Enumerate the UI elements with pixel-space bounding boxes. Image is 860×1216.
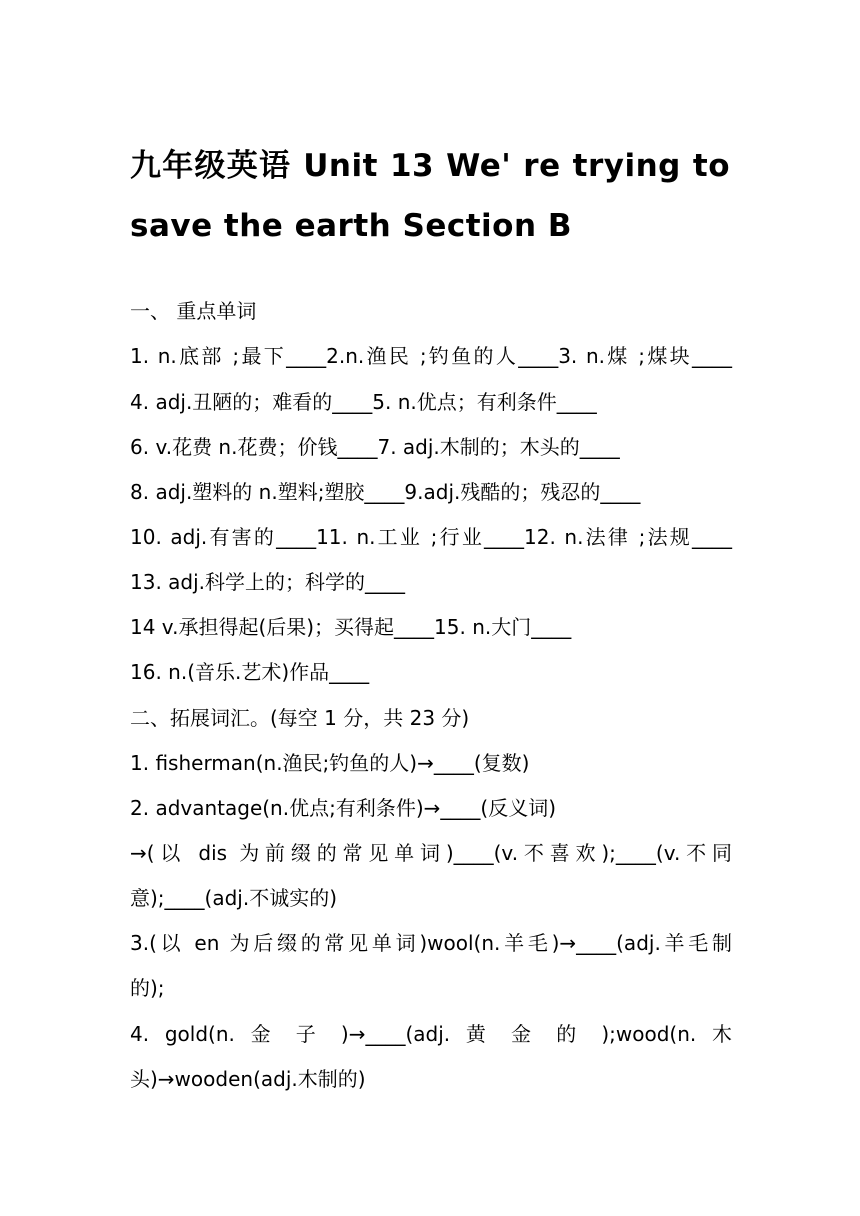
text-line: 3.(以 en 为后缀的常见单词)wool(n.羊毛)→____(adj.羊毛制 [130, 931, 732, 955]
section-heading-extended-vocab: 二、拓展词汇。(每空 1 分，共 23 分) [130, 706, 470, 730]
document-title-line-1: 九年级英语 Unit 13 We' re trying to [130, 148, 730, 184]
text-line: 头)→wooden(adj.木制的) [130, 1067, 366, 1091]
text-line: 1. fisherman(n.渔民;钓鱼的人)→____(复数) [130, 751, 530, 775]
text-line: 10. adj.有害的____11. n.工业 ;行业____12. n.法律 ;法规____ [130, 525, 732, 549]
text-line: 的); [130, 976, 165, 1000]
text-line: 4. gold(n. 金 子 )→____(adj. 黄 金 的 );wood(n. 木 [130, 1022, 732, 1046]
text-line: 2. advantage(n.优点;有利条件)→____(反义词) [130, 796, 556, 820]
text-line: 4. adj.丑陋的；难看的____5. n.优点；有利条件____ [130, 390, 597, 414]
text-line: 14 v.承担得起(后果)；买得起____15. n.大门____ [130, 615, 572, 639]
text-line: 6. v.花费 n.花费；价钱____7. adj.木制的；木头的____ [130, 435, 620, 459]
text-line: 13. adj.科学上的；科学的____ [130, 570, 406, 594]
section-heading-key-words: 一、 重点单词 [130, 299, 257, 323]
document-title-line-2: save the earth Section B [130, 208, 572, 244]
text-line: 8. adj.塑料的 n.塑料;塑胶____9.adj.残酷的；残忍的____ [130, 480, 641, 504]
text-line: 意);____(adj.不诚实的) [130, 886, 338, 910]
text-line: 16. n.(音乐.艺术)作品____ [130, 660, 370, 684]
text-line: →(以 dis 为前缀的常见单词)____(v.不喜欢);____(v.不同 [130, 841, 732, 865]
text-line: 1. n.底部 ;最下____2.n.渔民 ;钓鱼的人____3. n.煤 ;煤块____ [130, 344, 732, 368]
